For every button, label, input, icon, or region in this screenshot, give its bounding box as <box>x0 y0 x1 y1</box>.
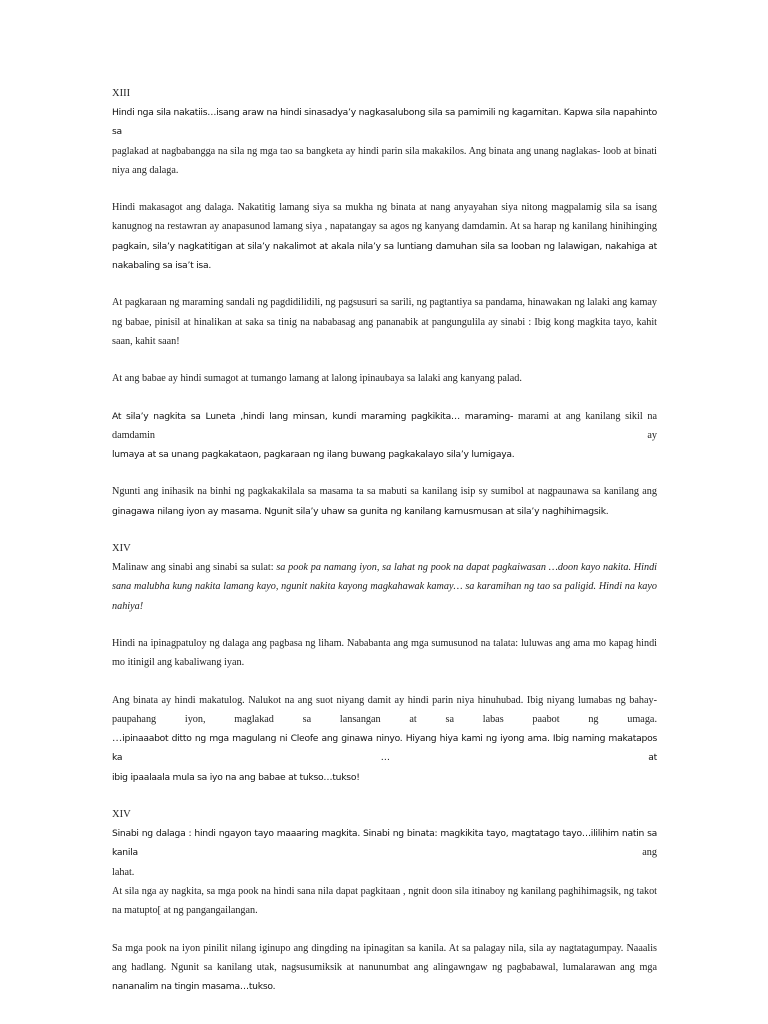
text-segment: Hindi na ipinagpatuloy ng dalaga ang pagbasa ng liham. Nababanta ang mga sumusunod na talata: luluwas ang ama mo kapag hindi <box>112 637 657 649</box>
text-segment: Hindi nga sila nakatiis…isang araw na hindi sinasadya’y nagkasalubong sila sa pamimili ng kagamitan. Kapwa sila napahinto sa <box>112 107 657 138</box>
text-segment: Sa mga pook na iyon pinilit nilang iginupo ang dingding na ipinagitan sa kanila. At sa palagay nila, sila ay nagtatagumpay. Naaalis <box>112 942 657 954</box>
text-line <box>112 768 657 787</box>
text-line <box>112 901 657 920</box>
text-line <box>112 256 657 275</box>
text-segment: ibig ipaalaala mula sa iyo na ang babae at tukso…tukso! <box>112 771 360 783</box>
text-line <box>112 237 657 256</box>
text-line <box>112 332 657 351</box>
text-line <box>112 824 657 863</box>
text-line <box>112 729 657 768</box>
paragraph <box>112 407 657 465</box>
text-segment: ginagawa nilang iyon ay masama. Ngunit sila’y uhaw sa gunita ng kanilang kamusmusan at sila’y naghihimagsik. <box>112 505 609 517</box>
paragraph <box>112 939 657 997</box>
text-line <box>112 634 657 653</box>
text-line <box>112 293 657 312</box>
text-segment: niya ang dalaga. <box>112 164 179 176</box>
text-line <box>112 710 657 729</box>
text-line <box>112 217 657 236</box>
paragraph <box>112 369 657 388</box>
text-line <box>112 103 657 142</box>
text-segment: At pagkaraan ng maraming sandali ng pagdidilidili, ng pagsusuri sa sarili, ng pagtantiya sa pandama, hinawakan ng lalaki ang kamay <box>112 297 657 309</box>
text-segment: paupahang iyon, maglakad sa lansangan at sa labas paabot ng umaga. <box>112 713 657 725</box>
text-segment: Hindi makasagot ang dalaga. Nakatitig lamang siya sa mukha ng binata at nang anyayahan siya nitong magpalamig sila sa isang <box>112 202 657 214</box>
paragraph <box>112 482 657 521</box>
text-line <box>112 958 657 977</box>
text-segment: Sinabi ng dalaga : hindi ngayon tayo maaaring magkita. Sinabi ng binata: magkikita tayo, magtatago tayo…ililihim natin sa kanila <box>112 828 657 859</box>
paragraph <box>112 293 657 351</box>
text-segment: Malinaw ang sinabi ang sinabi sa sulat: <box>112 562 277 574</box>
text-line <box>112 445 657 464</box>
text-line <box>112 142 657 161</box>
paragraph <box>112 824 657 920</box>
text-line <box>112 882 657 901</box>
text-line <box>112 653 657 672</box>
text-segment: ipinaaabot ditto ng mga magulang ni Cleofe ang ginawa ninyo. Hiyang hiya kami ng iyong ama. Ibig naming makatapos ka … at <box>112 733 657 764</box>
text-line <box>112 597 657 616</box>
text-line <box>112 977 657 996</box>
paragraph <box>112 198 657 275</box>
text-segment: nakabaling sa isa’t isa. <box>112 260 212 272</box>
text-segment: lahat. <box>112 866 135 878</box>
text-segment: At sila nga ay nagkita, sa mga pook na hindi sana nila dapat pagkitaan , ngnit doon sila itinaboy ng kanilang paghihimagsik, ng takot <box>112 885 657 897</box>
text-segment: lumaya at sa unang pagkakataon, pagkaraan ng ilang buwang pagkakalayo sila’y lumigaya. <box>112 449 515 461</box>
text-line <box>112 482 657 501</box>
paragraph <box>112 634 657 673</box>
text-line <box>112 939 657 958</box>
text-segment: paglakad at nagbabangga na sila ng mga tao sa bangketa ay hindi parin sila makakilos. Ang binata ang unang naglakas- loob at binati <box>112 145 657 157</box>
text-line <box>112 691 657 710</box>
text-segment: ng babae, pinisil at hinalikan at saka sa tinig na nababasag ang pananabik at pangungulila ay sinabi : Ibig kong magkita tayo, kahit <box>112 316 657 328</box>
text-segment: Ang binata ay hindi makatulog. Nalukot na ang suot niyang damit ay hindi parin niya hinuhubad. Ibig niyang lumabas ng bahay- <box>112 694 657 706</box>
text-segment: At sila’y nagkita sa Luneta ,hindi lang minsan, kundi maraming pagkikita… maraming <box>112 410 510 422</box>
text-segment: ang <box>137 847 657 859</box>
text-segment: … <box>112 733 123 745</box>
text-line <box>112 369 657 388</box>
text-segment: kanugnog na restawran ay anapasunod lamang siya , napatangay sa agos ng kanyang damdamin. At sa harap ng kanilang hinihinging <box>112 221 657 233</box>
paragraph <box>112 558 657 616</box>
text-line <box>112 577 657 596</box>
section-heading: XIII <box>112 88 131 99</box>
text-line <box>112 198 657 217</box>
text-segment: mo itinigil ang kabaliwang iyan. <box>112 657 245 669</box>
text-segment: ang hadlang. Ngunit sa kanilang utak, nagsusumiksik at nanunumbat ang alingawngaw ng pagbabawal, lumalarawan ang mga <box>112 961 657 973</box>
text-line <box>112 313 657 332</box>
section-heading: XIV <box>112 543 131 555</box>
text-segment: - marami at ang kanilang sikil na damdamin ay <box>112 410 657 441</box>
text-segment: Ngunti ang inihasik na binhi ng pagkakakilala sa masama ta sa mabuti sa kanilang isip sy sumibol at nagpaunawa sa kanilang ang <box>112 486 657 498</box>
text-segment: sana malubha kung nakita lamang kayo, ngunit nakita kayong magkahawak kamay… sa karamihan ng tao sa paligid. Hindi na kayo <box>112 581 657 593</box>
text-line <box>112 558 657 577</box>
document-body <box>112 84 657 1014</box>
text-line <box>112 161 657 180</box>
paragraph <box>112 103 657 180</box>
text-segment: na matupto[ at ng pangangailangan. <box>112 905 258 917</box>
text-line <box>112 863 657 882</box>
text-segment: pagkain, sila’y nagkatitigan at sila’y nakalimot at akala nila’y sa luntiang damuhan sila sa looban ng lalawigan, nakahiga at <box>112 240 657 252</box>
text-line <box>112 502 657 521</box>
text-line <box>112 407 657 446</box>
section-heading: XIV <box>112 809 131 821</box>
text-segment: nananalim na tingin masama…tukso. <box>112 981 276 993</box>
text-segment: sa pook pa namang iyon, sa lahat ng pook na dapat pagkaiwasan …doon kayo nakita. Hindi <box>276 562 657 574</box>
text-segment: nahiya! <box>112 600 144 612</box>
paragraph <box>112 691 657 787</box>
text-segment: saan, kahit saan! <box>112 335 180 347</box>
text-segment: At ang babae ay hindi sumagot at tumango lamang at lalong ipinaubaya sa lalaki ang kanyang palad. <box>112 373 522 385</box>
